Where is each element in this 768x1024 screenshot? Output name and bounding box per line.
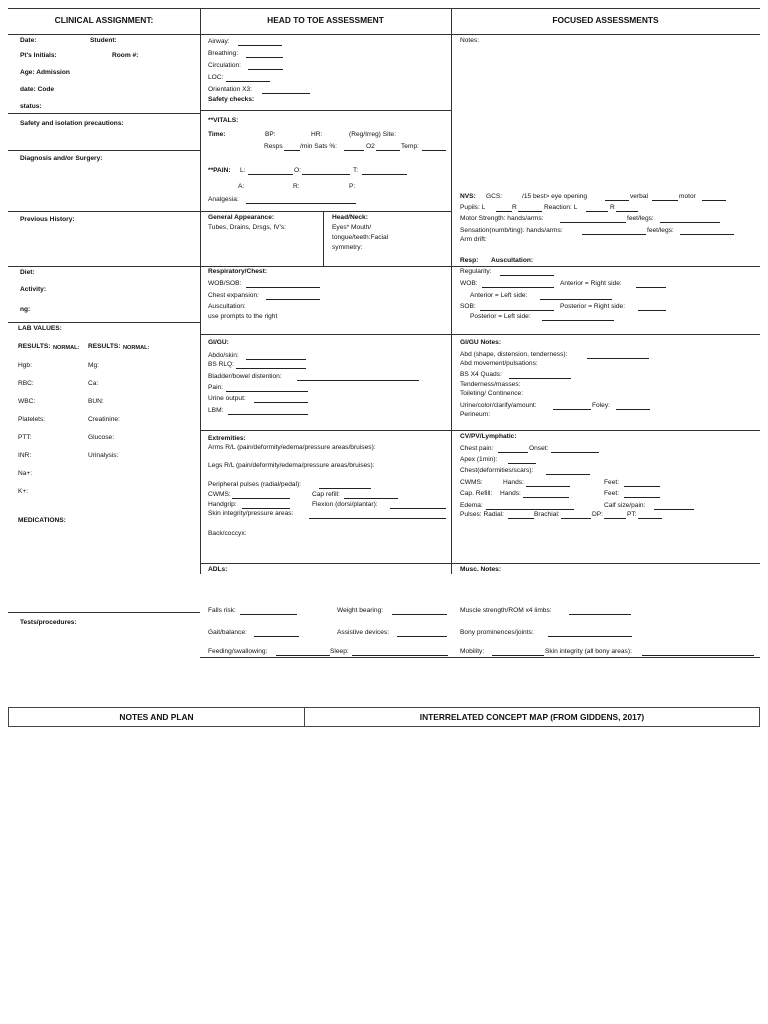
brachial-line[interactable]: [561, 518, 591, 519]
label-pulses: Pulses: Radial:: [460, 511, 504, 518]
onset-line[interactable]: [551, 452, 599, 453]
label-abd-shape: Abd (shape, distension, tenderness):: [460, 351, 568, 358]
bs-rlq-line[interactable]: [236, 368, 306, 369]
label-abdo-skin: Abdo/skin:: [208, 352, 239, 359]
label-wob-sob: WOB/SOB:: [208, 280, 242, 287]
sats-line[interactable]: [344, 150, 364, 151]
label-peripheral-pulses: Peripheral pulses (radial/pedal):: [208, 481, 302, 488]
flexion-line[interactable]: [390, 508, 446, 509]
reaction-r-line[interactable]: [616, 211, 638, 212]
falls-risk-line[interactable]: [240, 614, 297, 615]
label-feet-2: Feet:: [604, 490, 620, 497]
label-results-2: RESULTS:: [88, 343, 121, 350]
label-gcs: GCS:: [486, 193, 503, 200]
label-cv: CV/PV/Lymphatic:: [460, 433, 517, 440]
circulation-line[interactable]: [248, 69, 283, 70]
wob-sob-line[interactable]: [246, 287, 320, 288]
label-anterior-right: Anterior = Right side:: [560, 280, 622, 287]
header-focused-assessments: FOCUSED ASSESSMENTS: [552, 15, 659, 25]
urine-color-line[interactable]: [553, 409, 591, 410]
lab-glucose: Glucose:: [88, 434, 115, 441]
label-feet: Feet:: [604, 479, 620, 486]
label-pt-initials: Pt's Initials:: [20, 52, 57, 59]
label-bony-prominences: Bony prominences/joints:: [460, 629, 534, 636]
lab-bun: BUN:: [88, 398, 104, 405]
label-pain-a: A:: [238, 183, 245, 190]
label-regularity: Regularity:: [460, 268, 492, 275]
temp-line[interactable]: [422, 150, 446, 151]
mid-sep-3: [200, 266, 451, 267]
mid-sub-divider: [323, 211, 324, 266]
label-cap-refill-right: Cap. Refill:: [460, 490, 493, 497]
cap-hands-line[interactable]: [523, 497, 569, 498]
eye-opening-line[interactable]: [605, 200, 629, 201]
pt-line[interactable]: [638, 518, 662, 519]
label-chest-deformities: Chest(deformities/scars):: [460, 467, 534, 474]
label-pain-o: O:: [294, 167, 301, 174]
pain-l-line[interactable]: [248, 174, 293, 175]
left-sep-5: [8, 322, 200, 323]
cwms-feet-line[interactable]: [624, 486, 660, 487]
label-skin-integrity: Skin integrity/pressure areas:: [208, 510, 294, 517]
label-student: Student:: [90, 37, 117, 44]
label-extremities: Extremities:: [208, 435, 246, 442]
column-divider-1: [200, 8, 201, 574]
edema-line[interactable]: [486, 509, 574, 510]
label-gigu: GI/GU:: [208, 339, 229, 346]
skin-integrity-line[interactable]: [309, 518, 446, 519]
right-sep-1: [451, 266, 760, 267]
header-clinical-assignment: CLINICAL ASSIGNMENT:: [54, 15, 154, 25]
label-pain: **PAIN:: [208, 167, 231, 174]
label-results-1: RESULTS:: [18, 343, 51, 350]
label-perineum: Perineum:: [460, 411, 491, 418]
abd-shape-line[interactable]: [587, 358, 649, 359]
posterior-left-line[interactable]: [542, 320, 614, 321]
o2-line[interactable]: [376, 150, 400, 151]
label-date: Date:: [20, 37, 37, 44]
label-gait-balance: Gait/balance:: [208, 629, 247, 636]
label-time: Time:: [208, 131, 226, 138]
analgesia-line[interactable]: [246, 203, 356, 204]
label-hr: HR:: [311, 131, 323, 138]
motor-line[interactable]: [702, 200, 726, 201]
label-anterior-left: Anterior = Left side:: [470, 292, 528, 299]
label-chest-pain: Chest pain:: [460, 445, 494, 452]
label-temp: Temp:: [401, 143, 419, 150]
lab-creatinine: Creatinine:: [88, 416, 120, 423]
label-dp: DP:: [592, 511, 603, 518]
label-bs-rlq: BS RLQ:: [208, 361, 235, 368]
label-legs: Legs R/L (pain/deformity/edema/pressure areas/bruises):: [208, 462, 375, 469]
header-divider: [8, 34, 760, 35]
chest-expansion-line[interactable]: [266, 299, 320, 300]
label-pain-r: R:: [293, 183, 300, 190]
posterior-right-line[interactable]: [638, 310, 666, 311]
chest-pain-line[interactable]: [498, 452, 528, 453]
label-verbal: verbal: [630, 193, 648, 200]
airway-line[interactable]: [238, 45, 282, 46]
label-head-neck: Head/Neck:: [332, 214, 368, 221]
label-circulation: Circulation:: [208, 62, 241, 69]
label-pain-t: T:: [353, 167, 359, 174]
header-head-to-toe: HEAD TO TOE ASSESSMENT: [267, 15, 384, 25]
concept-map-title: INTERRELATED CONCEPT MAP (FROM GIDDENS, 2017): [419, 712, 645, 722]
label-toileting: Toileting/ Continence:: [460, 390, 524, 397]
label-bs-x4: BS X4 Quads:: [460, 371, 502, 378]
peripheral-pulses-line[interactable]: [319, 488, 371, 489]
label-abd-movement: Abd movement/pulsations:: [460, 360, 538, 367]
assistive-devices-line[interactable]: [397, 636, 447, 637]
mid-sep-5: [200, 430, 760, 431]
label-cwms: CWMS:: [208, 491, 231, 498]
label-orientation: Orientation X3:: [208, 86, 252, 93]
label-feet-legs: feet/legs:: [627, 215, 654, 222]
lab-na: Na+:: [18, 470, 33, 477]
label-cap-refill: Cap refill:: [312, 491, 340, 498]
label-onset: Onset:: [529, 445, 549, 452]
chest-deformities-line[interactable]: [546, 474, 590, 475]
label-airway: Airway:: [208, 38, 230, 45]
label-falls-risk: Falls risk:: [208, 607, 236, 614]
pain-gi-line[interactable]: [226, 391, 308, 392]
label-tenderness: Tenderness/masses:: [460, 381, 521, 388]
label-reg-site: (Reg/Irreg) Site:: [349, 131, 396, 138]
label-sob: SOB:: [460, 303, 476, 310]
calf-line[interactable]: [654, 509, 694, 510]
lab-k: K+:: [18, 488, 29, 495]
label-flexion: Flexion (dorsi/plantar):: [312, 501, 378, 508]
wob-line[interactable]: [482, 287, 554, 288]
cap-refill-line[interactable]: [344, 498, 398, 499]
lab-ptt: PTT:: [18, 434, 32, 441]
label-motor-strength: Motor Strength: hands/arms:: [460, 215, 544, 222]
label-medications: MEDICATIONS:: [18, 517, 66, 524]
label-nvs: NVS:: [460, 193, 476, 200]
label-normal-1: NORMAL:: [53, 345, 80, 351]
loc-line[interactable]: [226, 81, 270, 82]
label-edema: Edema:: [460, 502, 483, 509]
label-eyes: Eyes* Mouth/: [332, 224, 372, 231]
label-urine-color: Urine/color/clarify/amount:: [460, 402, 537, 409]
label-diet: Diet:: [20, 269, 35, 276]
label-posterior-left: Posterior = Left side:: [470, 313, 531, 320]
urine-output-line[interactable]: [254, 402, 308, 403]
label-brachial: Brachial:: [534, 511, 560, 518]
pain-o-line[interactable]: [302, 174, 350, 175]
label-gcs-15: /15 best> eye opening: [522, 193, 588, 200]
label-vitals: **VITALS:: [208, 117, 239, 124]
lab-rbc: RBC:: [18, 380, 34, 387]
sleep-line[interactable]: [352, 655, 448, 656]
label-resp: Resp:: [460, 257, 479, 264]
label-resps: Resps: [264, 143, 283, 150]
label-arms: Arms R/L (pain/deformity/edema/pressure areas/bruises):: [208, 444, 376, 451]
label-reaction-r: R: [610, 204, 615, 211]
left-sep-1: [8, 113, 200, 114]
label-tongue: tongue/teeth:Facial: [332, 234, 389, 241]
lab-ca: Ca:: [88, 380, 99, 387]
apex-line[interactable]: [508, 463, 536, 464]
label-lab-values: LAB VALUES:: [18, 325, 62, 332]
label-wob-right: WOB:: [460, 280, 478, 287]
label-assistive-devices: Assistive devices:: [337, 629, 390, 636]
label-notes: Notes:: [460, 37, 480, 44]
label-activity: Activity:: [20, 286, 47, 293]
label-handgrip: Handgrip:: [208, 501, 237, 508]
bs-x4-line[interactable]: [509, 378, 571, 379]
foley-line[interactable]: [616, 409, 650, 410]
label-cwms-right: CWMS:: [460, 479, 483, 486]
mid-sep-2: [200, 211, 451, 212]
label-pain-gi: Pain:: [208, 384, 224, 391]
bladder-line[interactable]: [297, 380, 419, 381]
label-pain-p: P:: [349, 183, 356, 190]
abdo-skin-line[interactable]: [246, 359, 306, 360]
skin-integrity-bony-line[interactable]: [642, 655, 754, 656]
gait-balance-line[interactable]: [254, 636, 299, 637]
label-skin-integrity-bony: Skin integrity (all bony areas):: [545, 648, 632, 655]
label-sleep: Sleep:: [330, 648, 349, 655]
left-sep-2: [8, 150, 200, 151]
anterior-left-line[interactable]: [540, 299, 612, 300]
label-arm-drift: Arm drift:: [460, 236, 487, 243]
feeding-line[interactable]: [276, 655, 330, 656]
motor-feet-line[interactable]: [660, 222, 720, 223]
label-calf: Calf size/pain:: [604, 502, 646, 509]
label-musc-notes: Musc. Notes:: [460, 566, 502, 573]
label-date-code: date: Code: [20, 86, 55, 93]
bottom-line-mid: [200, 657, 451, 658]
anterior-right-line[interactable]: [636, 287, 666, 288]
breathing-line[interactable]: [246, 57, 283, 58]
motor-hands-line[interactable]: [560, 222, 626, 223]
sensation-hands-line[interactable]: [582, 234, 646, 235]
label-chest-expansion: Chest expansion:: [208, 292, 259, 299]
cap-feet-line[interactable]: [624, 497, 660, 498]
bottom-line-right: [451, 657, 760, 658]
label-adls: ADLs:: [208, 566, 228, 573]
label-respiratory-chest: Respiratory/Chest:: [208, 268, 267, 275]
label-weight-bearing: Weight bearing:: [337, 607, 384, 614]
label-posterior-right: Posterior = Right side:: [560, 303, 626, 310]
label-status: status:: [20, 103, 42, 110]
label-general-appearance: General Appearance:: [208, 214, 275, 221]
label-pupils: Pupils: L: [460, 204, 486, 211]
label-age: Age: Admission: [20, 69, 70, 76]
label-history: Previous History:: [20, 216, 75, 223]
label-safety-checks: Safety checks:: [208, 96, 255, 103]
label-pt: PT:: [627, 511, 637, 518]
label-back-coccyx: Back/coccyx:: [208, 530, 247, 537]
label-o2: O2: [366, 143, 375, 150]
label-loc: LOC:: [208, 74, 224, 81]
lab-wbc: WBC:: [18, 398, 36, 405]
label-hands-2: Hands:: [500, 490, 521, 497]
mobility-line[interactable]: [492, 655, 544, 656]
label-diagnosis: Diagnosis and/or Surgery:: [20, 155, 103, 162]
cwms-line[interactable]: [232, 498, 290, 499]
lab-urinalysis: Urinalysis:: [88, 452, 119, 459]
label-sensation: Sensation(numb/ting): hands/arms:: [460, 227, 563, 234]
sob-line[interactable]: [480, 310, 554, 311]
label-mobility: Mobility:: [460, 648, 485, 655]
label-bladder: Bladder/bowel distention:: [208, 373, 282, 380]
label-auscultation: Auscultation:: [208, 303, 246, 310]
sensation-feet-line[interactable]: [680, 234, 734, 235]
left-sep-6: [8, 612, 200, 613]
left-sep-3: [8, 211, 200, 212]
label-tests: Tests/procedures:: [20, 619, 77, 626]
radial-line[interactable]: [508, 518, 534, 519]
pupils-l-line[interactable]: [496, 211, 512, 212]
lab-hgb: Hgb:: [18, 362, 32, 369]
dp-line[interactable]: [604, 518, 626, 519]
lab-mg: Mg:: [88, 362, 99, 369]
label-bp: BP:: [265, 131, 276, 138]
label-reaction: Reaction: L: [544, 204, 578, 211]
label-normal-2: NORMAL:: [123, 345, 150, 351]
lab-platelets: Platelets:: [18, 416, 46, 423]
label-tubes: Tubes, Drains, Drsgs, IV's:: [208, 224, 286, 231]
label-pain-l: L:: [240, 167, 246, 174]
regularity-line[interactable]: [500, 275, 554, 276]
label-lbm: LBM:: [208, 407, 224, 414]
resps-line[interactable]: [284, 150, 300, 151]
label-symmetry: symmetry:: [332, 244, 363, 251]
label-gigu-notes: GI/GU Notes:: [460, 339, 502, 346]
label-room: Room #:: [112, 52, 139, 59]
pain-t-line[interactable]: [362, 174, 407, 175]
label-use-prompts: use prompts to the right: [208, 313, 278, 320]
cwms-hands-line[interactable]: [526, 486, 570, 487]
label-feet-legs-2: feet/legs:: [647, 227, 674, 234]
label-ng: ng:: [20, 306, 31, 313]
label-hands: Hands:: [503, 479, 524, 486]
label-apex: Apex (1min):: [460, 456, 498, 463]
column-divider-2: [451, 8, 452, 574]
label-urine-output: Urine output:: [208, 395, 246, 402]
mid-sep-6: [200, 563, 760, 564]
label-muscle-strength: Muscle strength/ROM x4 limbs:: [460, 607, 552, 614]
label-auscultation-resp: Auscultation:: [491, 257, 534, 264]
handgrip-line[interactable]: [242, 508, 290, 509]
verbal-line[interactable]: [652, 200, 678, 201]
weight-bearing-line[interactable]: [392, 614, 447, 615]
label-analgesia: Analgesia:: [208, 196, 239, 203]
label-breathing: Breathing:: [208, 50, 239, 57]
orientation-line[interactable]: [262, 93, 310, 94]
reaction-l-line[interactable]: [586, 211, 608, 212]
mid-sep-1: [200, 110, 451, 111]
lbm-line[interactable]: [228, 414, 308, 415]
pupils-r-line[interactable]: [518, 211, 542, 212]
muscle-strength-line[interactable]: [569, 614, 631, 615]
bony-prominences-line[interactable]: [548, 636, 632, 637]
label-min-sats: /min Sats %:: [300, 143, 338, 150]
top-border: [8, 8, 760, 9]
mid-sep-4: [200, 334, 760, 335]
label-safety: Safety and isolation precautions:: [20, 120, 124, 127]
label-motor: motor: [679, 193, 696, 200]
label-pupils-r: R: [512, 204, 517, 211]
lab-inr: INR:: [18, 452, 32, 459]
left-sep-4: [8, 266, 200, 267]
label-foley: Foley:: [592, 402, 610, 409]
label-feeding: Feeding/swallowing:: [208, 648, 268, 655]
notes-and-plan-title: NOTES AND PLAN: [119, 712, 194, 722]
